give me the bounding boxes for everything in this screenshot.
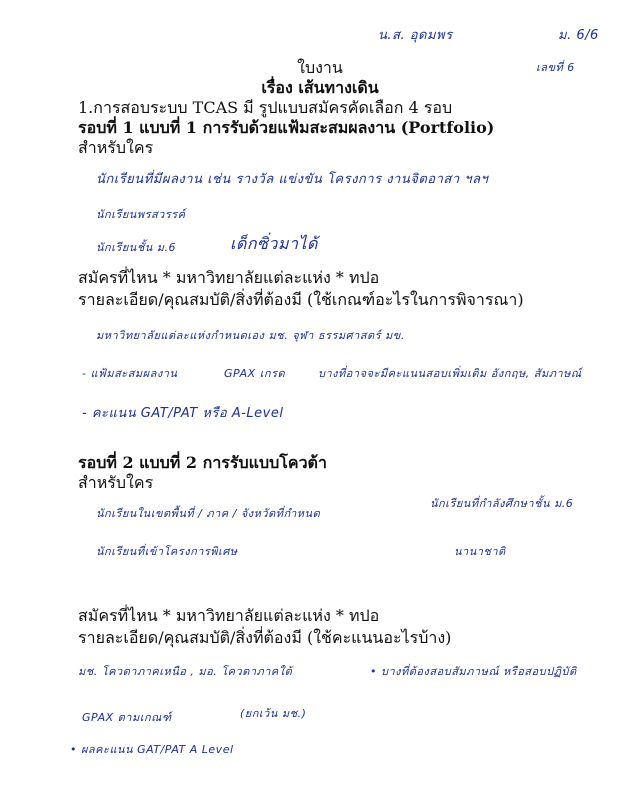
round1-criteria-answer: - แฟ้มสะสมผลงาน (82, 367, 178, 380)
round1-for-whom-answer: นักเรียนชั้น ม.6 (96, 241, 177, 254)
round1-for-whom-label: สำหรับใคร (78, 138, 154, 157)
student-number: เลขที่ 6 (536, 61, 575, 74)
round2-criteria-answer: • บางที่ต้องสอบสัมภาษณ์ หรือสอบปฏิบัติ (370, 665, 577, 678)
round1-for-whom-answer: นักเรียนพรสวรรค์ (96, 208, 186, 221)
round1-for-whom-answer: นักเรียนที่มีผลงาน เช่น รางวัล แข่งขัน โครงการ งานจิตอาสา ฯลฯ (96, 172, 489, 187)
round1-criteria-answer: มหาวิทยาลัยแต่ละแห่งกำหนดเอง มช. จุฬา ธรรมศาสตร์ มข. (96, 329, 405, 342)
round2-for-whom-label: สำหรับใคร (78, 473, 154, 492)
round2-where-label: สมัครที่ไหน * มหาวิทยาลัยแต่ละแห่ง * ทปอ (78, 606, 380, 625)
round1-criteria-label: รายละเอียด/คุณสมบัติ/สิ่งที่ต้องมี (ใช้เกณฑ์อะไรในการพิจารณา) (78, 290, 524, 309)
round1-for-whom-answer: เด็กซิ่วมาได้ (230, 234, 318, 253)
worksheet-title: ใบงาน (297, 58, 343, 77)
round2-for-whom-answer: นักเรียนที่เข้าโครงการพิเศษ (96, 545, 238, 558)
round1-where-label: สมัครที่ไหน * มหาวิทยาลัยแต่ละแห่ง * ทปอ (78, 268, 380, 287)
worksheet-subject: เรื่อง เส้นทางเดิน (261, 78, 379, 97)
round2-criteria-answer: (ยกเว้น มช.) (240, 707, 307, 720)
round2-for-whom-answer: นักเรียนในเขตพื้นที่ / ภาค / จังหวัดที่กำหนด (96, 507, 321, 520)
round2-for-whom-answer: นักเรียนที่กำลังศึกษาชั้น ม.6 (430, 497, 574, 510)
round1-heading: รอบที่ 1 แบบที่ 1 การรับด้วยแฟ้มสะสมผลงาน (Portfolio) (78, 118, 495, 137)
round2-heading: รอบที่ 2 แบบที่ 2 การรับแบบโควต้า (78, 453, 327, 472)
round2-criteria-answer: • ผลคะแนน GAT/PAT A Level (70, 743, 234, 756)
round2-for-whom-answer: นานาชาติ (454, 545, 506, 558)
student-name: น.ส. อุดมพร (378, 28, 453, 43)
round1-criteria-answer: GPAX เกรด (224, 367, 286, 380)
student-class: ม. 6/6 (558, 28, 599, 43)
worksheet-intro: 1.การสอบระบบ TCAS มี รูปแบบสมัครคัดเลือก 4 รอบ (78, 98, 453, 117)
round1-criteria-answer: บางที่อาจจะมีคะแนนสอบเพิ่มเติม อังกฤษ, สัมภาษณ์ (318, 367, 582, 380)
round2-criteria-answer: GPAX ตามเกณฑ์ (82, 711, 172, 724)
round2-criteria-answer: มช. โควตาภาคเหนือ , มอ. โควตาภาคใต้ (78, 665, 293, 678)
round2-criteria-label: รายละเอียด/คุณสมบัติ/สิ่งที่ต้องมี (ใช้คะแนนอะไรบ้าง) (78, 628, 452, 647)
round1-criteria-answer: - คะแนน GAT/PAT หรือ A-Level (82, 406, 284, 421)
